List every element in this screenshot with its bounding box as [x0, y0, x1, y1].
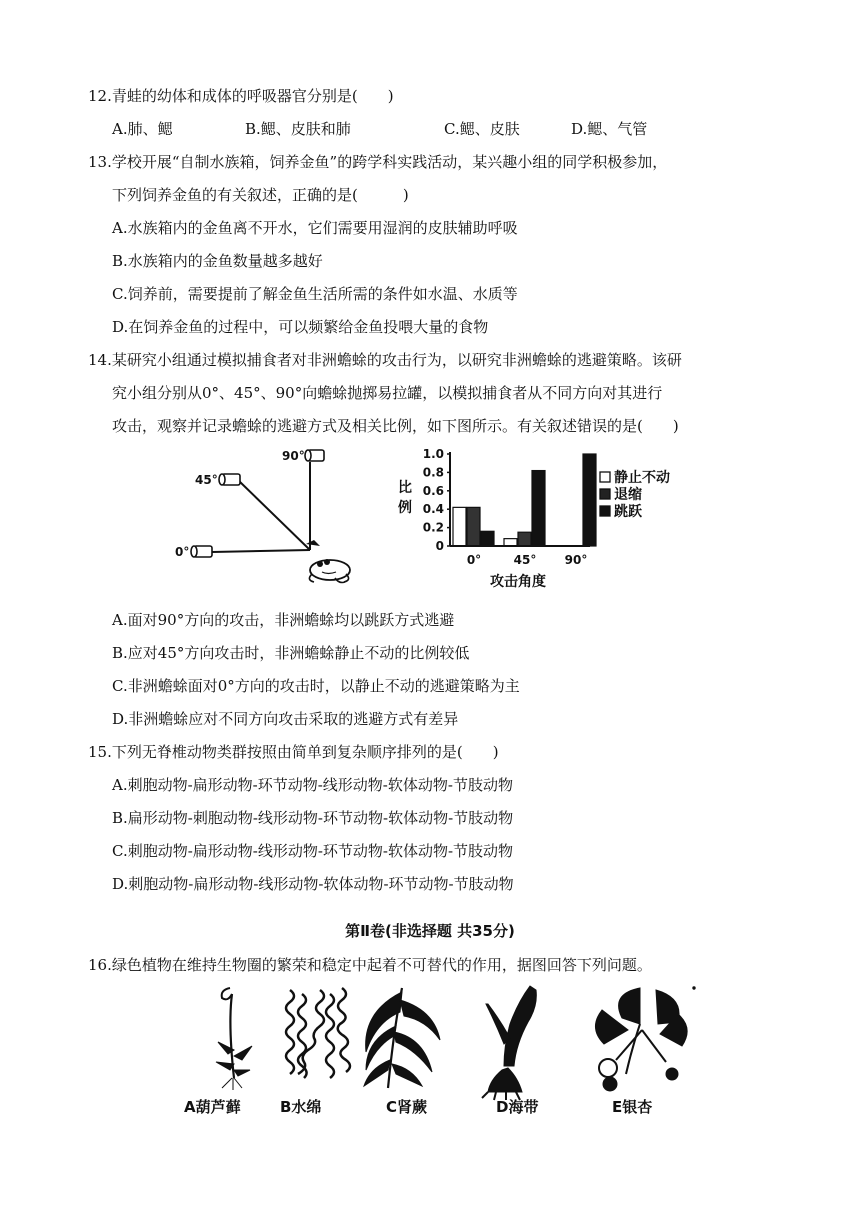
chart-ytick-label: 0.6	[422, 483, 444, 498]
chart-xtick-label: 0°	[466, 553, 482, 567]
can-icon-0deg	[191, 546, 212, 557]
toad-icon	[306, 540, 350, 583]
q13-stem-line1: 13.学校开展“自制水族箱，饲养金鱼”的跨学科实践活动，某兴趣小组的同学积极参加，	[88, 153, 668, 171]
moss-icon	[216, 988, 252, 1090]
spirogyra-icon	[286, 988, 350, 1078]
label-90deg: 90°	[282, 449, 305, 463]
q13-option-c: C.饲养前，需要提前了解金鱼生活所需的条件如水温、水质等	[112, 285, 518, 303]
q14-option-a: A.面对90°方向的攻击，非洲蟾蜍均以跳跃方式逃避	[112, 611, 455, 629]
can-icon-45deg	[219, 474, 240, 485]
chart-bar	[532, 471, 545, 546]
chart-xtick-label: 90°	[564, 553, 588, 567]
fern-icon	[364, 988, 440, 1088]
chart-bar	[453, 507, 466, 546]
chart-legend-label: 静止不动	[614, 470, 670, 486]
chart-bar	[583, 454, 596, 546]
q14-stem-line1: 14.某研究小组通过模拟捕食者对非洲蟾蜍的攻击行为，以研究非洲蟾蜍的逃避策略。该研	[88, 351, 682, 369]
chart-ytick-label: 1.0	[422, 447, 444, 461]
chart-bar	[504, 539, 517, 546]
q15-option-b: B.扁形动物-刺胞动物-线形动物-环节动物-软体动物-节肢动物	[112, 809, 514, 827]
q12-option-b: B.鳃、皮肤和肺	[245, 120, 351, 138]
ginkgo-icon	[595, 987, 695, 1091]
q12-option-a: A.肺、鳃	[112, 120, 173, 138]
plant-label-a: A葫芦藓	[184, 1098, 241, 1116]
chart-bar	[467, 507, 480, 546]
chart-legend-label: 退缩	[614, 487, 642, 503]
q12-option-d: D.鳃、气管	[571, 120, 648, 138]
q12-stem: 12.青蛙的幼体和成体的呼吸器官分别是( )	[88, 87, 394, 105]
chart-bar	[518, 532, 531, 546]
attack-angle-diagram	[170, 440, 370, 590]
q13-option-d: D.在饲养金鱼的过程中，可以频繁给金鱼投喂大量的食物	[112, 318, 489, 336]
chart-ytick-label: 0.8	[422, 465, 444, 480]
q14-option-b: B.应对45°方向攻击时，非洲蟾蜍静止不动的比例较低	[112, 644, 470, 662]
q13-stem-line2: 下列饲养金鱼的有关叙述，正确的是( )	[112, 186, 409, 204]
section-title: 第Ⅱ卷(非选择题 共35分)	[345, 922, 515, 940]
plants-figure	[180, 980, 700, 1120]
chart-legend-swatch	[600, 472, 610, 482]
q15-option-a: A.刺胞动物-扁形动物-环节动物-线形动物-软体动物-节肢动物	[112, 776, 513, 794]
can-icon-90deg	[305, 450, 324, 461]
q15-option-c: C.刺胞动物-扁形动物-线形动物-环节动物-软体动物-节肢动物	[112, 842, 514, 860]
q13-option-b: B.水族箱内的金鱼数量越多越好	[112, 252, 323, 270]
chart-xlabel: 攻击角度	[490, 574, 546, 590]
q14-stem-line2: 究小组分别从0°、45°、90°向蟾蜍抛掷易拉罐，以模拟捕食者从不同方向对其进行	[112, 384, 663, 402]
chart-xtick-label: 45°	[513, 553, 537, 567]
chart-legend-swatch	[600, 489, 610, 499]
label-0deg: 0°	[175, 545, 190, 559]
q14-option-d: D.非洲蟾蜍应对不同方向攻击采取的逃避方式有差异	[112, 710, 459, 728]
chart-ytick-label: 0	[435, 539, 444, 553]
escape-ratio-chart	[390, 440, 690, 596]
line-0deg	[212, 550, 310, 552]
chart-legend-label: 跳跃	[614, 504, 642, 520]
q16-stem: 16.绿色植物在维持生物圈的繁荣和稳定中起着不可替代的作用，据图回答下列问题。	[88, 956, 652, 974]
plant-label-e: E银杏	[612, 1098, 653, 1116]
chart-bar	[481, 531, 494, 546]
q12-option-c: C.鳃、皮肤	[444, 120, 520, 138]
line-45deg	[238, 480, 310, 550]
label-45deg: 45°	[195, 473, 218, 487]
plant-label-c: C肾蕨	[386, 1098, 428, 1116]
chart-ylabel-line2: 例	[398, 500, 412, 516]
kelp-icon	[482, 986, 536, 1100]
q15-stem: 15.下列无脊椎动物类群按照由简单到复杂顺序排列的是( )	[88, 743, 499, 761]
plant-label-b: B水绵	[280, 1098, 322, 1116]
chart-legend-swatch	[600, 506, 610, 516]
q14-option-c: C.非洲蟾蜍面对0°方向的攻击时，以静止不动的逃避策略为主	[112, 677, 520, 695]
q13-option-a: A.水族箱内的金鱼离不开水，它们需要用湿润的皮肤辅助呼吸	[112, 219, 518, 237]
q15-option-d: D.刺胞动物-扁形动物-线形动物-软体动物-环节动物-节肢动物	[112, 875, 514, 893]
q14-stem-line3: 攻击，观察并记录蟾蜍的逃避方式及相关比例，如下图所示。有关叙述错误的是( )	[112, 417, 679, 435]
chart-ytick-label: 0.2	[422, 520, 444, 535]
chart-ylabel-line1: 比	[398, 480, 412, 496]
plant-label-d: D海带	[496, 1098, 539, 1116]
chart-ytick-label: 0.4	[422, 502, 444, 517]
